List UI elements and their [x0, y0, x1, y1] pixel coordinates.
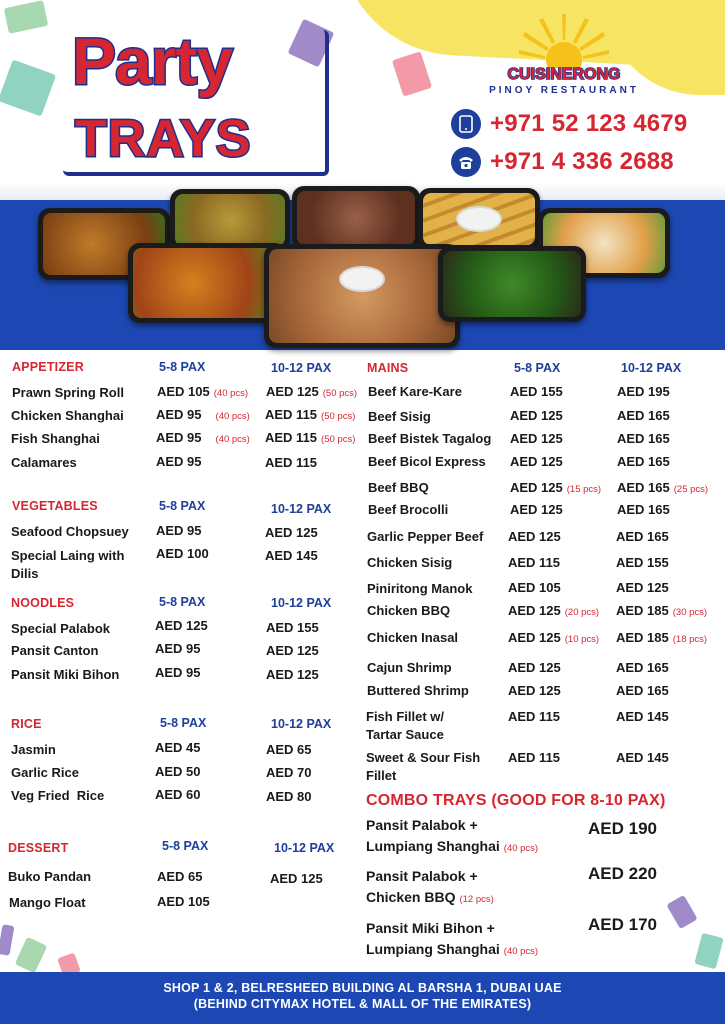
menu-item-price-small: AED 95	[156, 523, 202, 538]
menu-item-name: Calamares	[11, 455, 77, 470]
combo-item-line1: Pansit Miki Bihon +	[366, 920, 495, 936]
menu-item-name: Special Laing with Dilis	[11, 548, 125, 581]
title-trays: TRAYS	[75, 110, 252, 168]
menu-item-name: Pansit Miki Bihon	[11, 667, 120, 682]
restaurant-logo	[486, 12, 642, 100]
combo-item	[366, 918, 538, 960]
combo-item	[366, 866, 494, 908]
menu-item-price-large: AED 165	[617, 431, 670, 446]
menu-item-price-small: AED 95 (40 pcs)	[156, 430, 250, 445]
pax-small-header: 5-8 PAX	[160, 716, 207, 730]
combo-price: AED 220	[588, 864, 657, 883]
pax-large-header: 10-12 PAX	[274, 841, 335, 855]
food-tray	[418, 188, 540, 250]
menu-item-name: Beef Bistek Tagalog	[368, 431, 492, 446]
menu-item-name: Beef Brocolli	[368, 502, 449, 517]
menu-item-name: Mango Float	[9, 895, 86, 910]
menu-item-price-small: AED 95	[156, 454, 202, 469]
menu-item-price-large: AED 80	[266, 789, 312, 804]
menu-item-price-large: AED 155	[266, 620, 319, 635]
menu-item-price-large: AED 125	[265, 525, 318, 540]
combo-trays-heading: COMBO TRAYS (GOOD FOR 8-10 PAX)	[366, 792, 666, 809]
menu-item-name: Buttered Shrimp	[367, 683, 469, 698]
category-dessert: DESSERT	[8, 841, 69, 855]
menu-item-price-large: AED 145	[265, 548, 318, 563]
menu-item-price-large: AED 165	[616, 660, 669, 675]
confetti	[0, 59, 56, 116]
pax-small-header: 5-8 PAX	[162, 839, 209, 853]
menu-item-name: Garlic Rice	[11, 765, 79, 780]
menu-item-price-small: AED 125	[510, 454, 563, 469]
menu-item-price-large: AED 125	[270, 871, 323, 886]
pax-large-header: 10-12 PAX	[271, 717, 332, 731]
menu-item-name: Buko Pandan	[8, 869, 92, 884]
menu-item-price-small: AED 115	[508, 709, 561, 724]
combo-item	[366, 815, 538, 857]
menu-item-price-small: AED 95	[155, 665, 201, 680]
menu-item-name: Seafood Chopsuey	[11, 524, 129, 539]
confetti	[392, 51, 432, 96]
menu-item-price-large: AED 115 (50 pcs)	[265, 407, 356, 422]
menu-item-price-small: AED 125	[510, 431, 563, 446]
pax-small-header: 5-8 PAX	[514, 361, 561, 375]
menu-item-name: Fish Fillet w/ Tartar Sauce	[366, 709, 445, 742]
menu-item-name: Beef Bicol Express	[368, 454, 486, 469]
landline-phone-number[interactable]: +971 4 336 2688	[490, 148, 674, 175]
menu-item-price-small: AED 105	[508, 580, 561, 595]
menu-item-name: Fish Shanghai	[11, 431, 100, 446]
menu-item-name: Chicken Sisig	[367, 555, 453, 570]
confetti	[15, 937, 48, 973]
menu-item-price-small: AED 155	[510, 384, 563, 399]
mobile-phone-row	[451, 109, 687, 139]
menu-item-price-large: AED 125	[266, 667, 319, 682]
menu-item-price-large: AED 165	[617, 408, 670, 423]
menu-item-price-small: AED 105 (40 pcs)	[157, 384, 249, 399]
menu-item-price-small: AED 125	[155, 618, 208, 633]
menu-item-price-small: AED 125	[508, 660, 561, 675]
menu-item-name: Chicken BBQ	[367, 603, 451, 618]
food-tray	[438, 246, 586, 322]
confetti	[0, 924, 15, 956]
menu-item-price-small: AED 95	[155, 641, 201, 656]
menu-item-name: Chicken Shanghai	[11, 408, 124, 423]
menu-item-price-small: AED 105	[157, 894, 210, 909]
menu-item-price-large: AED 165	[617, 454, 670, 469]
menu-item-price-large: AED 65	[266, 742, 312, 757]
food-tray	[170, 189, 290, 251]
title-party: Party	[72, 24, 233, 98]
menu-item-price-large: AED 185 (18 pcs)	[616, 630, 708, 645]
footer-address-line1: SHOP 1 & 2, BELRESHEED BUILDING AL BARSHA 1, DUBAI UAE	[163, 981, 562, 995]
combo-item-line2: Lumpiang Shanghai (40 pcs)	[366, 941, 539, 957]
pax-small-header: 5-8 PAX	[159, 499, 206, 513]
menu-item-price-large: AED 165	[617, 502, 670, 517]
menu-item-price-small: AED 45	[155, 740, 201, 755]
food-tray	[128, 243, 286, 323]
menu-item-price-small: AED 125 (10 pcs)	[508, 630, 600, 645]
combo-item-line2: Chicken BBQ (12 pcs)	[366, 889, 494, 905]
menu-item-price-large: AED 70	[266, 765, 312, 780]
pax-small-header: 5-8 PAX	[159, 595, 206, 609]
menu-item-name: Special Palabok	[11, 621, 110, 636]
combo-item-line2: Lumpiang Shanghai (40 pcs)	[366, 838, 539, 854]
menu-item-price-large: AED 115	[265, 455, 318, 470]
pax-small-header: 5-8 PAX	[159, 360, 206, 374]
menu-item-name: Piniritong Manok	[367, 581, 473, 596]
menu-item-name: Jasmin	[11, 742, 56, 757]
menu-item-price-small: AED 125	[510, 408, 563, 423]
menu-item-price-small: AED 115	[508, 750, 561, 765]
menu-item-name: Sweet & Sour Fish Fillet	[366, 750, 481, 783]
mobile-phone-icon	[451, 109, 481, 139]
menu-item-price-small: AED 65	[157, 869, 203, 884]
menu-item-name: Beef Sisig	[368, 409, 431, 424]
food-tray	[264, 244, 460, 348]
combo-price: AED 170	[588, 915, 657, 934]
menu-item-price-small: AED 125 (15 pcs)	[510, 480, 602, 495]
category-mains: MAINS	[367, 361, 409, 375]
menu-item-price-large: AED 125	[616, 580, 669, 595]
menu-item-price-large: AED 115 (50 pcs)	[265, 430, 356, 445]
menu-item-price-large: AED 165	[616, 683, 669, 698]
menu-item-price-small: AED 50	[155, 764, 201, 779]
combo-item-line1: Pansit Palabok +	[366, 817, 478, 833]
category-rice: RICE	[11, 717, 42, 731]
menu-item-price-small: AED 115	[508, 555, 561, 570]
menu-item-name: Chicken Inasal	[367, 630, 459, 645]
pax-large-header: 10-12 PAX	[621, 361, 682, 375]
menu-item-price-large: AED 185 (30 pcs)	[616, 603, 708, 618]
menu-item-name: Cajun Shrimp	[367, 660, 452, 675]
menu-item-price-small: AED 125 (20 pcs)	[508, 603, 600, 618]
menu-item-price-large: AED 145	[616, 750, 669, 765]
confetti	[4, 0, 49, 34]
menu-item-name: Pansit Canton	[11, 643, 99, 658]
pax-large-header: 10-12 PAX	[271, 596, 332, 610]
menu-item-name: Garlic Pepper Beef	[367, 529, 484, 544]
menu-item-price-large: AED 165	[616, 529, 669, 544]
mobile-phone-number[interactable]: +971 52 123 4679	[490, 110, 688, 137]
logo-subtitle: PINOY RESTAURANT	[489, 85, 639, 96]
menu-item-price-small: AED 125	[508, 683, 561, 698]
telephone-icon	[451, 147, 481, 177]
food-tray	[292, 186, 420, 250]
footer-address-bar	[0, 972, 725, 1024]
menu-item-price-small: AED 60	[155, 787, 201, 802]
confetti	[666, 895, 697, 929]
menu-item-name: Veg Fried Rice	[11, 788, 105, 803]
menu-item-price-large: AED 155	[616, 555, 669, 570]
menu-item-price-large: AED 125	[266, 643, 319, 658]
menu-item-price-small: AED 125	[510, 502, 563, 517]
menu-item-price-large: AED 145	[616, 709, 669, 724]
menu-item-price-large: AED 125 (50 pcs)	[266, 384, 358, 399]
logo-name: CUISINERONG	[507, 66, 621, 83]
combo-item-line1: Pansit Palabok +	[366, 868, 478, 884]
sun-logo-icon	[519, 12, 609, 68]
menu-item-name: Beef BBQ	[368, 480, 429, 495]
category-appetizer: APPETIZER	[12, 360, 84, 374]
category-vegetables: VEGETABLES	[12, 499, 98, 513]
menu-item-price-large: AED 165 (25 pcs)	[617, 480, 709, 495]
menu-item-name: Beef Kare-Kare	[368, 384, 462, 399]
combo-price: AED 190	[588, 819, 657, 838]
pax-large-header: 10-12 PAX	[271, 502, 332, 516]
menu-item-price-small: AED 125	[508, 529, 561, 544]
footer-address-line2: (BEHIND CITYMAX HOTEL & MALL OF THE EMIRATES)	[193, 997, 532, 1011]
menu-item-name: Prawn Spring Roll	[12, 385, 124, 400]
menu-item-price-small: AED 95 (40 pcs)	[156, 407, 250, 422]
menu-item-price-small: AED 100	[156, 546, 209, 561]
landline-phone-row	[451, 147, 674, 177]
menu-item-price-large: AED 195	[617, 384, 670, 399]
confetti	[694, 933, 724, 970]
pax-large-header: 10-12 PAX	[271, 361, 332, 375]
category-noodles: NOODLES	[11, 596, 75, 610]
